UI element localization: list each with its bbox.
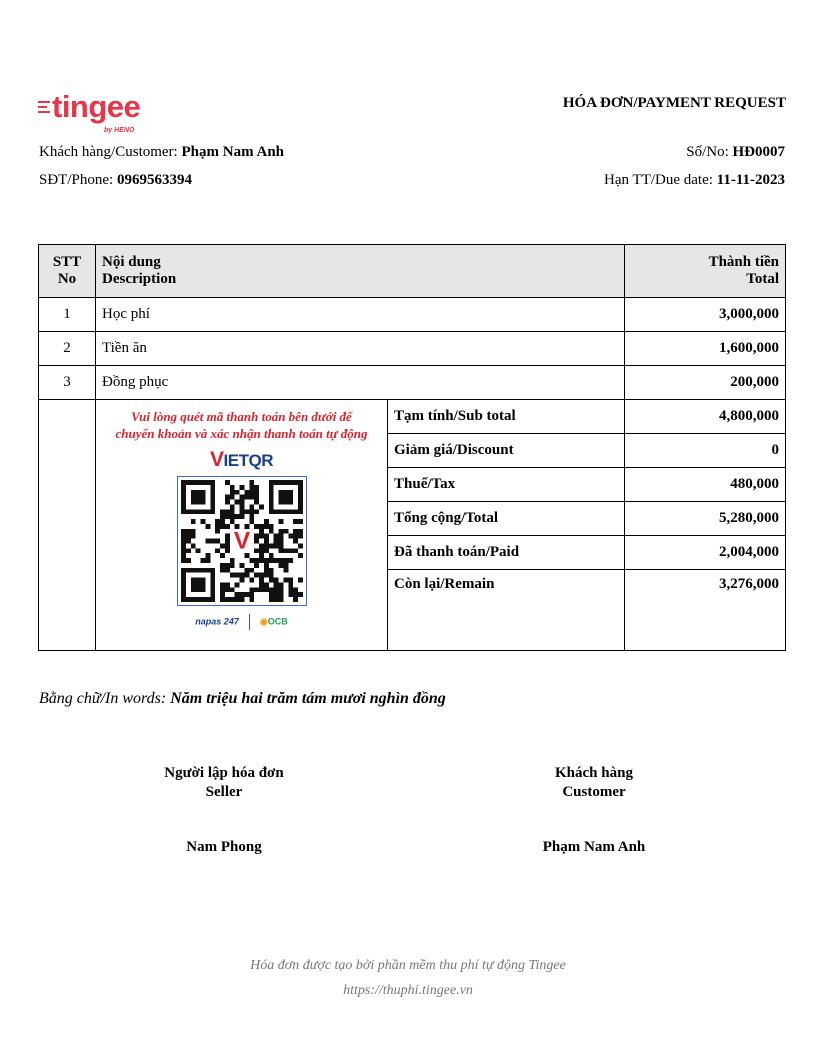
phone-value: 0969563394 bbox=[116, 172, 192, 188]
customer-label: Khách hàng/Customer: bbox=[39, 144, 178, 160]
paid-label: Đã thanh toán/Paid bbox=[388, 536, 625, 570]
invoice-no-label: Số/No: bbox=[686, 144, 729, 160]
table-row bbox=[39, 298, 786, 332]
table-row bbox=[39, 366, 786, 400]
customer-title-vi: Khách hàng bbox=[555, 765, 633, 781]
header-total-vi: Thành tiền bbox=[708, 254, 780, 270]
seller-name: Nam Phong bbox=[186, 839, 262, 855]
phone-label: SĐT/Phone: bbox=[39, 172, 114, 188]
customer-line bbox=[39, 144, 284, 161]
customer-signature-name: Phạm Nam Anh bbox=[542, 839, 646, 855]
qr-panel bbox=[96, 400, 388, 651]
item-no: 1 bbox=[39, 298, 96, 332]
header-desc-vi: Nội dung bbox=[102, 254, 161, 270]
invoice-table bbox=[38, 244, 786, 651]
amount-in-words bbox=[39, 690, 446, 708]
due-date-value: 11-11-2023 bbox=[716, 172, 785, 188]
logo-byline: by HENO bbox=[104, 127, 135, 134]
customer-name: Phạm Nam Anh bbox=[181, 144, 285, 160]
qr-code-icon bbox=[181, 480, 303, 602]
logo-text: tingee bbox=[52, 89, 141, 124]
vietqr-v: V bbox=[210, 448, 224, 471]
header-desc-en: Description bbox=[102, 271, 177, 287]
item-description: Học phí bbox=[96, 298, 625, 332]
ocb-icon: ◉ bbox=[259, 616, 268, 627]
table-header-row bbox=[39, 245, 786, 298]
document-title: HÓA ĐƠN/PAYMENT REQUEST bbox=[562, 95, 786, 111]
tax-label: Thuế/Tax bbox=[388, 468, 625, 502]
discount-value: 0 bbox=[625, 434, 786, 468]
header-no bbox=[39, 245, 96, 298]
empty-cell bbox=[39, 400, 96, 651]
vietqr-center-mark: V bbox=[233, 527, 250, 555]
seller-title-vi: Người lập hóa đơn bbox=[164, 765, 284, 781]
tingee-logo bbox=[38, 89, 141, 137]
paid-value: 2,004,000 bbox=[625, 536, 786, 570]
footer-link[interactable]: https://thuphi.tingee.vn bbox=[343, 983, 473, 998]
item-no: 2 bbox=[39, 332, 96, 366]
invoice-no-value: HĐ0007 bbox=[732, 144, 785, 160]
qr-instruction bbox=[100, 408, 383, 442]
remain-label: Còn lại/Remain bbox=[388, 570, 625, 651]
total-label: Tổng cộng/Total bbox=[388, 502, 625, 536]
total-value: 5,280,000 bbox=[625, 502, 786, 536]
in-words-value: Năm triệu hai trăm tám mươi nghìn đồng bbox=[170, 690, 446, 707]
header-description bbox=[96, 245, 625, 298]
item-description: Tiền ăn bbox=[96, 332, 625, 366]
item-total: 3,000,000 bbox=[625, 298, 786, 332]
napas-logo: napas 247 bbox=[195, 616, 239, 627]
bank-divider bbox=[249, 614, 250, 630]
vietqr-logo bbox=[100, 448, 383, 472]
in-words-label: Bằng chữ/In words: bbox=[39, 690, 167, 707]
ocb-logo: OCB bbox=[267, 616, 288, 627]
seller-signature-title bbox=[124, 764, 324, 802]
bank-logos bbox=[100, 614, 383, 630]
item-no: 3 bbox=[39, 366, 96, 400]
item-description: Đồng phục bbox=[96, 366, 625, 400]
header-total bbox=[625, 245, 786, 298]
vietqr-text: IETQR bbox=[223, 451, 273, 470]
item-total: 200,000 bbox=[625, 366, 786, 400]
due-date-line bbox=[604, 172, 785, 189]
invoice-no-line bbox=[686, 144, 785, 161]
footer-note: Hóa đơn được tạo bởi phần mềm thu phí tự động Tingee bbox=[250, 958, 566, 973]
discount-label: Giảm giá/Discount bbox=[388, 434, 625, 468]
qr-instruction-line1: Vui lòng quét mã thanh toán bên dưới để bbox=[131, 409, 352, 424]
header-no-en: No bbox=[57, 271, 77, 287]
header-no-vi: STT bbox=[52, 254, 82, 270]
table-row bbox=[39, 332, 786, 366]
subtotal-value: 4,800,000 bbox=[625, 400, 786, 434]
seller-title-en: Seller bbox=[205, 784, 243, 800]
qr-code bbox=[177, 476, 307, 606]
remain-value: 3,276,000 bbox=[625, 570, 786, 651]
due-date-label: Hạn TT/Due date: bbox=[604, 172, 713, 188]
summary-row bbox=[39, 400, 786, 434]
phone-line bbox=[39, 172, 192, 189]
customer-title-en: Customer bbox=[562, 784, 626, 800]
qr-instruction-line2: chuyển khoản và xác nhận thanh toán tự động bbox=[115, 426, 368, 441]
subtotal-label: Tạm tính/Sub total bbox=[388, 400, 625, 434]
customer-signature-title bbox=[494, 764, 694, 802]
item-total: 1,600,000 bbox=[625, 332, 786, 366]
header-total-en: Total bbox=[746, 271, 780, 287]
tax-value: 480,000 bbox=[625, 468, 786, 502]
